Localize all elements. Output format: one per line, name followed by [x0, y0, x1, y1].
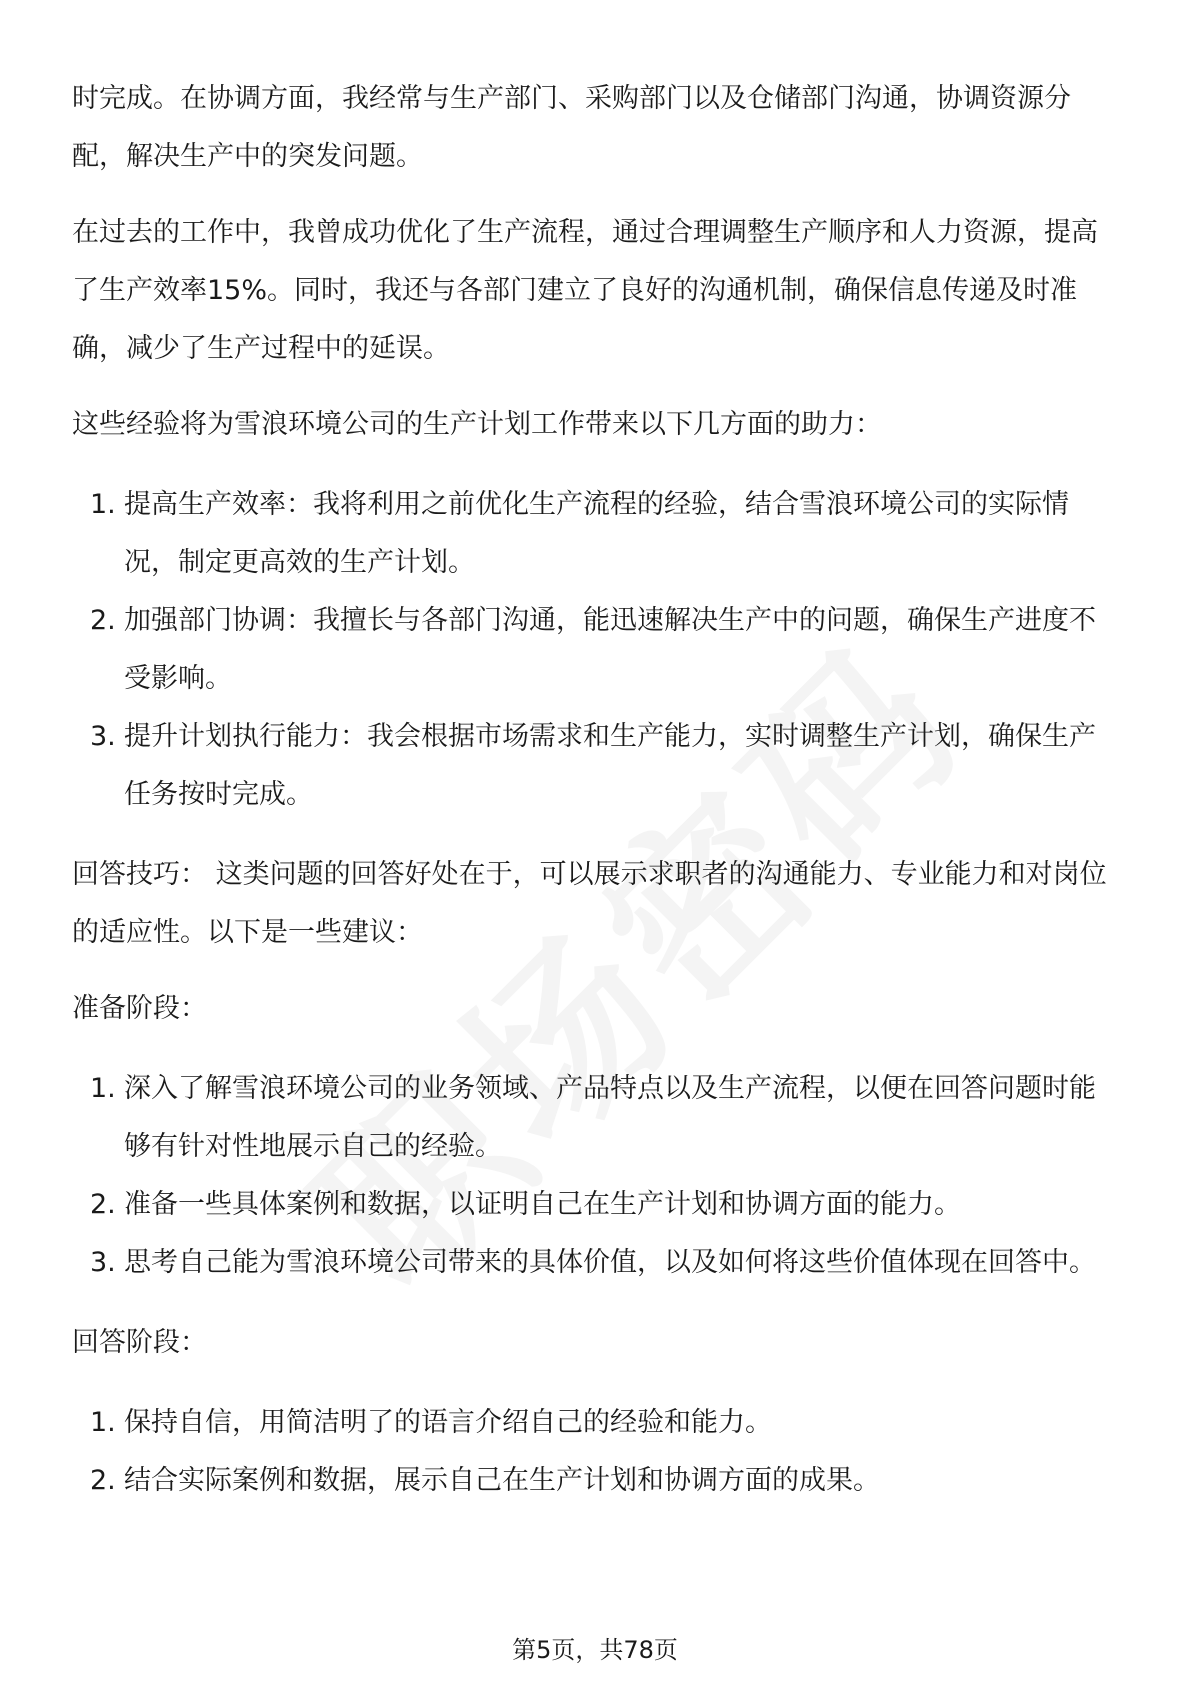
- list-item-text: 提高生产效率：我将利用之前优化生产流程的经验，结合雪浪环境公司的实际情况，制定更高效的生产计划。: [124, 489, 1069, 578]
- list-item: [72, 592, 1122, 708]
- paragraph-experience: 在过去的工作中，我曾成功优化了生产流程，通过合理调整生产顺序和人力资源，提高了生产效率15%。同时，我还与各部门建立了良好的沟通机制，确保信息传递及时准确，减少了生产过程中的延误。: [72, 217, 1098, 364]
- list-number: 1.: [90, 1073, 116, 1104]
- list-item-text: 准备一些具体案例和数据，以证明自己在生产计划和协调方面的能力。: [124, 1189, 961, 1220]
- heading-answer-stage: 回答阶段：: [72, 1327, 207, 1358]
- paragraph-coordination: 时完成。在协调方面，我经常与生产部门、采购部门以及仓储部门沟通，协调资源分配，解决生产中的突发问题。: [72, 83, 1071, 172]
- list-item-text: 思考自己能为雪浪环境公司带来的具体价值，以及如何将这些价值体现在回答中。: [124, 1247, 1096, 1278]
- list-number: 1.: [90, 1407, 116, 1438]
- list-number: 3.: [90, 721, 116, 752]
- list-item-text: 保持自信，用简洁明了的语言介绍自己的经验和能力。: [124, 1407, 772, 1438]
- list-item: [72, 1060, 1122, 1176]
- list-number: 1.: [90, 489, 116, 520]
- list-number: 2.: [90, 605, 116, 636]
- list-number: 2.: [90, 1189, 116, 1220]
- paragraph-answer-tips: 回答技巧： 这类问题的回答好处在于，可以展示求职者的沟通能力、专业能力和对岗位的适应性。以下是一些建议：: [72, 859, 1107, 948]
- page-number-footer: 第5页，共78页: [512, 1636, 678, 1664]
- benefits-list: [72, 476, 1122, 824]
- list-number: 3.: [90, 1247, 116, 1278]
- paragraph-benefits-intro: 这些经验将为雪浪环境公司的生产计划工作带来以下几方面的助力：: [72, 409, 882, 440]
- heading-preparation-stage: 准备阶段：: [72, 993, 207, 1024]
- list-item-text: 加强部门协调：我擅长与各部门沟通，能迅速解决生产中的问题，确保生产进度不受影响。: [124, 605, 1096, 694]
- list-item: [72, 1234, 1122, 1292]
- list-item: [72, 1394, 1122, 1452]
- list-item: [72, 476, 1122, 592]
- list-item-text: 结合实际案例和数据，展示自己在生产计划和协调方面的成果。: [124, 1465, 880, 1496]
- list-item-text: 深入了解雪浪环境公司的业务领域、产品特点以及生产流程，以便在回答问题时能够有针对性地展示自己的经验。: [124, 1073, 1096, 1162]
- document-body: [72, 70, 1122, 1510]
- preparation-list: [72, 1060, 1122, 1292]
- answer-list: [72, 1394, 1122, 1510]
- list-item: [72, 1452, 1122, 1510]
- list-number: 2.: [90, 1465, 116, 1496]
- list-item: [72, 708, 1122, 824]
- list-item-text: 提升计划执行能力：我会根据市场需求和生产能力，实时调整生产计划，确保生产任务按时完成。: [124, 721, 1096, 810]
- list-item: [72, 1176, 1122, 1234]
